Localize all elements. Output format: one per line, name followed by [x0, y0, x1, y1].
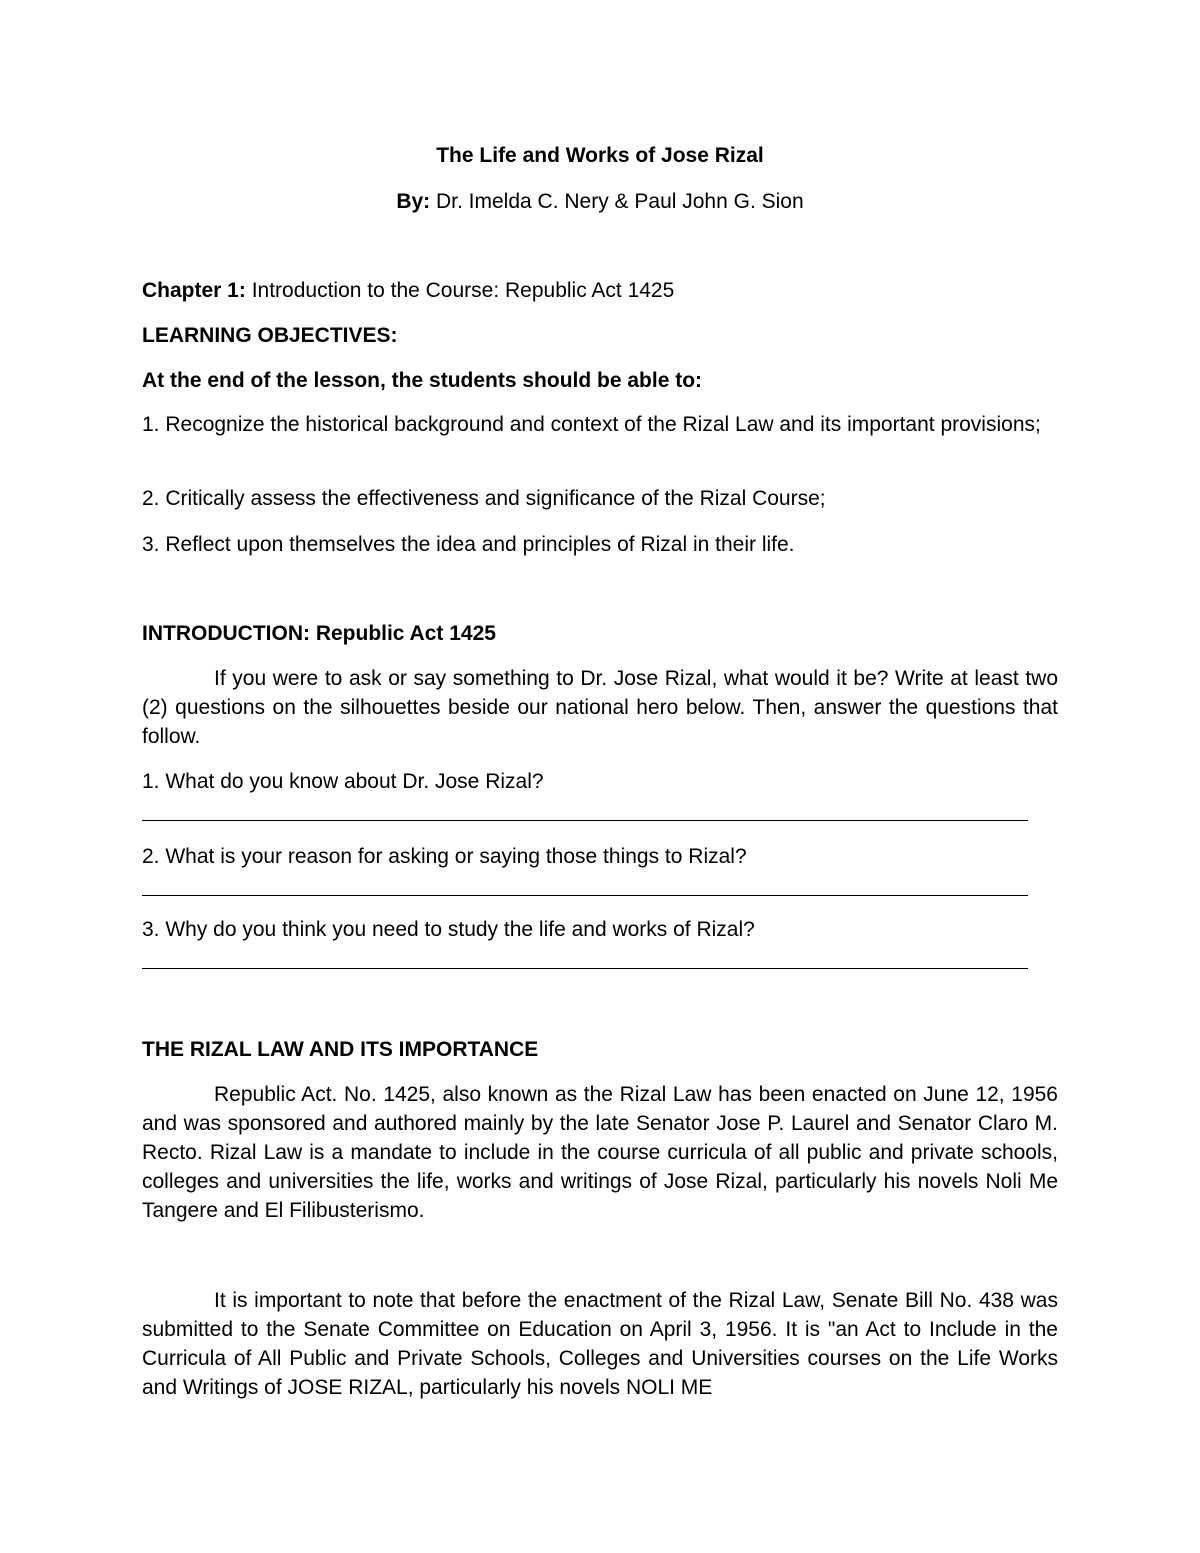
rizal-law-paragraph-2: It is important to note that before the enactment of the Rizal Law, Senate Bill No. 438 was submitted to the Senate Committee on Education on April 3, 1956. It is "an Act to Include in the Curricula of All Public and Private Schools, Colleges and Universities courses on the Life Works and Writings of JOSE RIZAL, particularly his novels NOLI ME — [142, 1289, 1058, 1399]
chapter-heading — [142, 276, 1058, 305]
chapter-title: Introduction to the Course: Republic Act 1425 — [245, 279, 675, 302]
introduction-heading: INTRODUCTION: Republic Act 1425 — [142, 622, 496, 645]
question-1: 1. What do you know about Dr. Jose Rizal? — [142, 770, 544, 793]
objectives-heading: LEARNING OBJECTIVES: — [142, 324, 398, 347]
question-2: 2. What is your reason for asking or saying those things to Rizal? — [142, 845, 747, 868]
byline-authors: Dr. Imelda C. Nery & Paul John G. Sion — [430, 190, 804, 213]
introduction-paragraph: If you were to ask or say something to Dr. Jose Rizal, what would it be? Write at least two (2) questions on the silhouettes beside our national hero below. Then, answer the questions that follow. — [142, 667, 1058, 748]
objective-item-2: 2. Critically assess the effectiveness and significance of the Rizal Course; — [142, 487, 826, 510]
chapter-label: Chapter 1: — [142, 279, 246, 302]
question-3: 3. Why do you think you need to study the life and works of Rizal? — [142, 918, 755, 941]
answer-line-2 — [142, 895, 1028, 896]
author-byline — [0, 188, 1200, 216]
rizal-law-paragraph-1: Republic Act. No. 1425, also known as the Rizal Law has been enacted on June 12, 1956 and was sponsored and authored mainly by the late Senator Jose P. Laurel and Senator Claro M. Recto. Rizal Law is a mandate to include in the course curricula of all public and private schools, colleges and universities the life, works and writings of Jose Rizal, particularly his novels Noli Me Tangere and El Filibusterismo. — [142, 1083, 1058, 1222]
byline-label: By: — [396, 190, 431, 213]
document-title: The Life and Works of Jose Rizal — [436, 144, 764, 167]
answer-line-3 — [142, 968, 1028, 969]
rizal-law-heading: THE RIZAL LAW AND ITS IMPORTANCE — [142, 1038, 539, 1061]
objectives-intro: At the end of the lesson, the students should be able to: — [142, 369, 703, 392]
objective-item-1: 1. Recognize the historical background and context of the Rizal Law and its important provisions; — [142, 413, 1041, 436]
answer-line-1 — [142, 820, 1028, 821]
objective-item-3: 3. Reflect upon themselves the idea and principles of Rizal in their life. — [142, 533, 795, 556]
